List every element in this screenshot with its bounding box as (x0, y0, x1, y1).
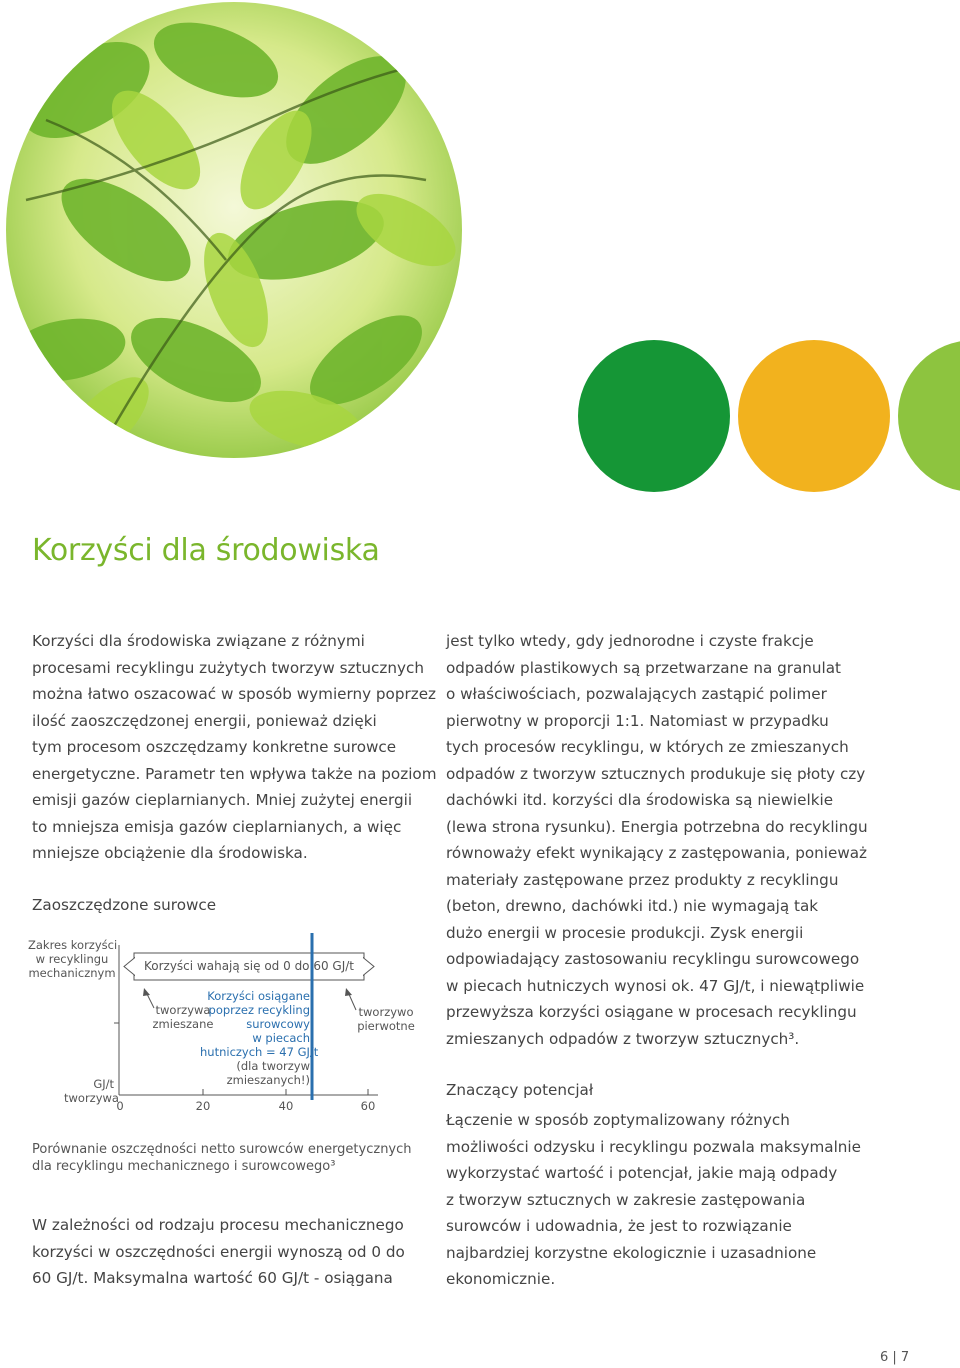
text-line: hutniczych = 47 GJ/t (200, 1045, 319, 1059)
text-line: przewyższa korzyści osiągane w procesach recyklingu (446, 1003, 857, 1021)
text-line: odpowiadający zastosowaniu recyklingu surowcowego (446, 950, 860, 968)
text-line: procesami recyklingu zużytych tworzyw sztucznych (32, 658, 424, 677)
savings-diagram (28, 925, 428, 1120)
surowcowy-label (200, 989, 319, 1087)
left-column-text (32, 628, 437, 867)
text-line: W zależności od rodzaju procesu mechanicznego (32, 1216, 404, 1234)
text-line: zmieszanych odpadów z tworzyw sztucznych³. (446, 1029, 800, 1048)
text-line: pierwotny w proporcji 1:1. Natomiast w przypadku (446, 711, 829, 730)
text-line: mniejsze obciążenie dla środowiska. (32, 844, 308, 862)
text-line: możliwości odzysku i recyklingu pozwala maksymalnie (446, 1137, 861, 1156)
text-line: jest tylko wtedy, gdy jednorodne i czyste frakcje (446, 632, 814, 650)
text-line: (beton, drewno, dachówki itd.) nie wymagają tak (446, 897, 819, 915)
text-line: w recyklingu (35, 952, 109, 966)
right-column-text-2 (446, 1107, 861, 1293)
text-line: z tworzyw sztucznych w zakresie zastępowania (446, 1190, 806, 1209)
lime-dot (898, 340, 960, 492)
text-line: 60 GJ/t. Maksymalna wartość 60 GJ/t - osiągana (32, 1269, 393, 1287)
tick-label: 60 (360, 1099, 376, 1113)
section-heading: Znaczący potencjał (446, 1081, 594, 1099)
text-line: tworzywo (358, 1005, 414, 1019)
text-line: Korzyści osiągane (207, 989, 310, 1003)
yellow-dot (738, 340, 890, 492)
text-line: Korzyści dla środowiska związane z różnymi (32, 632, 365, 650)
text-line: poprzez recykling (208, 1003, 310, 1017)
text-line: surowcowy (246, 1017, 310, 1031)
text-line: dużo energii w procesie produkcji. Zysk energii (446, 923, 804, 942)
text-line: GJ/t (93, 1077, 114, 1091)
diagram-caption (32, 1141, 412, 1175)
arrowhead (345, 988, 352, 996)
text-line: tworzywa (155, 1003, 211, 1017)
text-line: (dla tworzyw (236, 1059, 310, 1073)
text-line: tych procesów recyklingu, w których ze zmieszanych (446, 738, 849, 756)
text-line: tym procesom oszczędzamy konkretne surowce (32, 738, 397, 756)
text-line: materiały zastępowane przez produkty z recyklingu (446, 870, 839, 889)
tick-label: 0 (116, 1099, 124, 1113)
left-column-text-2 (32, 1212, 432, 1292)
text-line: wykorzystać wartość i potencjał, jakie mają odpady (446, 1164, 838, 1182)
text-line: zmieszanych!) (226, 1073, 310, 1087)
text-line: emisji gazów cieplarnianych. Mniej zużytej energii (32, 791, 413, 809)
text-line: (lewa strona rysunku). Energia potrzebna do recyklingu (446, 817, 868, 836)
right-column-text (446, 628, 868, 1052)
unit-label (64, 1077, 119, 1105)
text-line: można łatwo oszacować w sposób wymierny poprzez (32, 685, 437, 703)
text-line: tworzywa (64, 1091, 119, 1105)
text-line: korzyści w oszczędności energii wynoszą od 0 do (32, 1242, 405, 1261)
text-line: zmieszane (152, 1017, 214, 1031)
text-line: w piecach hutniczych wynosi ok. 47 GJ/t, i niewątpliwie (446, 976, 865, 995)
text-line: Porównanie oszczędności netto surowców energetycznych (32, 1142, 412, 1157)
tworzywo-pierwotne-label (354, 1005, 418, 1033)
text-line: odpadów plastikowych są przetwarzane na granulat (446, 658, 842, 677)
text-line: pierwotne (357, 1019, 415, 1033)
text-line: Łączenie w sposób zoptymalizowany różnych (446, 1111, 790, 1129)
arrowhead (143, 988, 150, 996)
zakres-label (28, 938, 116, 980)
tick-label: 40 (278, 1099, 294, 1113)
tick-label: 20 (195, 1099, 211, 1113)
text-line: ekonomicznie. (446, 1270, 556, 1288)
range-label: Korzyści wahają się od 0 do 60 GJ/t (143, 959, 355, 973)
section-heading: Zaoszczędzone surowce (32, 896, 217, 914)
text-line: dla recyklingu mechanicznego i surowcowego³ (32, 1159, 336, 1174)
green-dot (578, 340, 730, 492)
text-line: najbardziej korzystne ekologicznie i uzasadnione (446, 1243, 817, 1262)
text-line: o właściwościach, pozwalających zastąpić polimer (446, 685, 827, 703)
leaves-photo (6, 0, 462, 460)
text-line: to mniejsza emisja gazów cieplarnianych, a więc (32, 817, 402, 836)
text-line: ilość zaoszczędzonej energii, ponieważ dzięki (32, 711, 377, 730)
text-line: w piecach (252, 1031, 310, 1045)
text-line: odpadów z tworzyw sztucznych produkuje się płoty czy (446, 764, 866, 783)
page-title: Korzyści dla środowiska (32, 533, 380, 568)
text-line: energetyczne. Parametr ten wpływa także na poziom (32, 764, 437, 783)
text-line: mechanicznym (28, 966, 116, 980)
page-number: 6 | 7 (880, 1350, 910, 1365)
text-line: równoważy efekt wynikający z zastępowania, ponieważ (446, 844, 868, 862)
text-line: surowców i udowadnia, że jest to rozwiązanie (446, 1217, 792, 1235)
text-line: dachówki itd. korzyści dla środowiska są niewielkie (446, 791, 834, 809)
text-line: Zakres korzyści (28, 938, 118, 952)
